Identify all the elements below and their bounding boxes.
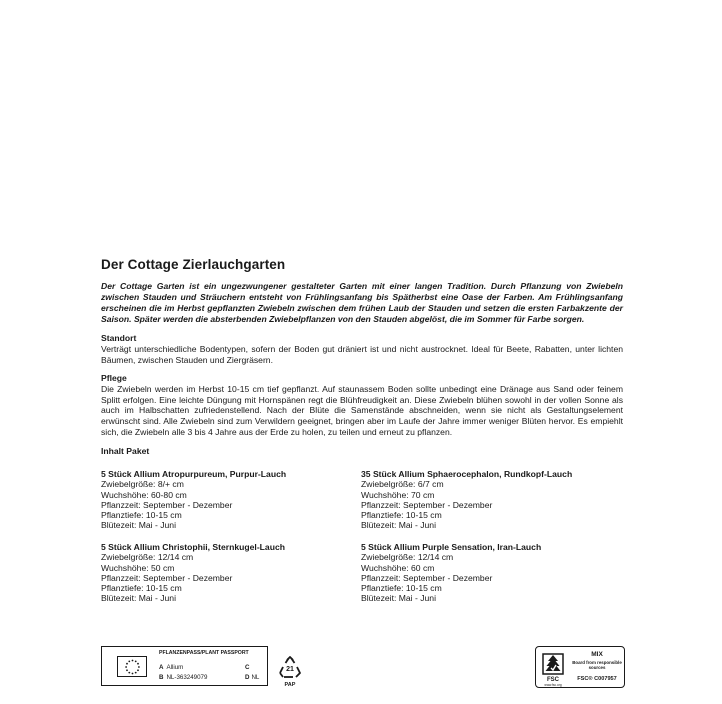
standort-text: Verträgt unterschiedliche Bodentypen, sofern der Boden gut dräniert ist und nicht austrocknet. Ideal für Beete, Rabatten, unter lichten Bäumen, zwischen Stauden und Ziergräsern. [101, 344, 623, 365]
passport-title: PFLANZENPASS/PLANT PASSPORT [159, 650, 249, 656]
plant-depth: Pflanztiefe: 10-15 cm [361, 509, 442, 520]
plant-entry [361, 542, 621, 603]
recycling-icon [277, 655, 303, 681]
plant-height: Wuchshöhe: 50 cm [101, 562, 175, 573]
plant-height: Wuchshöhe: 60 cm [361, 562, 435, 573]
plant-planting-time: Pflanzzeit: September - Dezember [101, 499, 233, 510]
pflege-text: Die Zwiebeln werden im Herbst 10-15 cm tief gepflanzt. Auf staunassem Boden sollte unbedingt eine Dränage aus Sand oder feinem Splitt erfolgen. Eine leichte Düngung mit Hornspänen regt die Blühfreudigkeit an. Diese Zwiebeln blühen sowohl in der vollen Sonne als auch im Halbschatten zufriedenstellend. Nach der Blüte die Samenstände abschneiden, wenn sie nicht als Gestaltungselement erwünscht sind. Alle Zwiebeln sind zum Verwildern geeignet, bringen aber im Laufe der Jahre immer weniger Blüten hervor. Es empiehlt sich, die Zwiebeln alle 3 bis 4 Jahre aus der Erde zu holen, zu teilen und erneut zu pflanzen. [101, 384, 623, 437]
plant-planting-time: Pflanzzeit: September - Dezember [361, 499, 493, 510]
plant-name: 35 Stück Allium Sphaerocephalon, Rundkopf-Lauch [361, 469, 573, 480]
passport-b-label: B [159, 674, 164, 681]
fsc-mix-label: MIX [591, 651, 603, 658]
passport-d-value: NL [251, 674, 260, 681]
plant-depth: Pflanztiefe: 10-15 cm [101, 509, 182, 520]
plant-height: Wuchshöhe: 70 cm [361, 489, 435, 500]
plant-depth: Pflanztiefe: 10-15 cm [101, 582, 182, 593]
plant-depth: Pflanztiefe: 10-15 cm [361, 582, 442, 593]
plant-bloom-time: Blütezeit: Mai - Juni [101, 593, 176, 604]
intro-paragraph: Der Cottage Garten ist ein ungezwungener gestalteter Garten mit einer langen Tradition. Durch Pflanzung von Zwiebeln zwischen Stauden und Sträuchern entsteht von Frühlingsanfang bis Spätherbst eine Oase der Farben. Am Frühlingsanfang erscheinen die im Herbst gepflanzten Zwiebeln zwischen dem frühen Laub der Stauden und setzen die ersten Farbakzente der Saison. Später werden die absterbenden Zwiebelpflanzen von den Stauden abgelöst, die im Sommer für Farbe sorgen. [101, 281, 623, 324]
inhalt-heading: Inhalt Paket [101, 446, 150, 457]
standort-heading: Standort [101, 333, 137, 343]
pap-recycling-mark [277, 655, 303, 691]
pap-number: 21 [286, 666, 294, 673]
plant-bulb-size: Zwiebelgröße: 6/7 cm [361, 479, 444, 490]
fsc-tree-icon [540, 651, 566, 679]
package-contents [101, 469, 623, 619]
plant-height: Wuchshöhe: 60-80 cm [101, 489, 187, 500]
eu-flag-icon [117, 656, 147, 677]
passport-row-b [159, 674, 207, 681]
passport-b-value: NL-363249079 [166, 674, 208, 681]
instruction-text [101, 257, 623, 619]
passport-row-d [245, 674, 259, 681]
passport-row-a [159, 664, 183, 671]
plant-bloom-time: Blütezeit: Mai - Juni [101, 520, 176, 531]
plant-name: 5 Stück Allium Christophii, Sternkugel-Lauch [101, 542, 285, 553]
plant-bulb-size: Zwiebelgröße: 12/14 cm [101, 552, 194, 563]
plant-bloom-time: Blütezeit: Mai - Juni [361, 593, 436, 604]
pap-label: PAP [284, 682, 296, 688]
fsc-website: www.fsc.org [544, 683, 562, 687]
pflege-heading: Pflege [101, 373, 127, 384]
plant-bulb-size: Zwiebelgröße: 12/14 cm [361, 552, 454, 563]
passport-a-label: A [159, 664, 164, 671]
plant-bloom-time: Blütezeit: Mai - Juni [361, 520, 436, 531]
plant-name: 5 Stück Allium Purple Sensation, Iran-Lauch [361, 542, 542, 553]
fsc-logo-text: FSC [547, 677, 559, 683]
passport-a-value: Allium [166, 664, 184, 671]
plant-name: 5 Stück Allium Atropurpureum, Purpur-Lauch [101, 469, 287, 480]
plant-passport [101, 646, 268, 686]
plant-entry [101, 542, 361, 603]
plant-entry [101, 469, 361, 530]
passport-c-label: C [245, 664, 250, 671]
plant-planting-time: Pflanzzeit: September - Dezember [101, 572, 233, 583]
fsc-mark [535, 646, 625, 688]
page-title: Der Cottage Zierlauchgarten [101, 257, 286, 272]
plant-entry [361, 469, 621, 530]
plant-bulb-size: Zwiebelgröße: 8/+ cm [101, 479, 184, 490]
plant-planting-time: Pflanzzeit: September - Dezember [361, 572, 493, 583]
fsc-license-code: FSC® C007957 [577, 676, 617, 682]
passport-d-label: D [245, 674, 250, 681]
fsc-board-text: Board from responsible sources [572, 660, 622, 670]
